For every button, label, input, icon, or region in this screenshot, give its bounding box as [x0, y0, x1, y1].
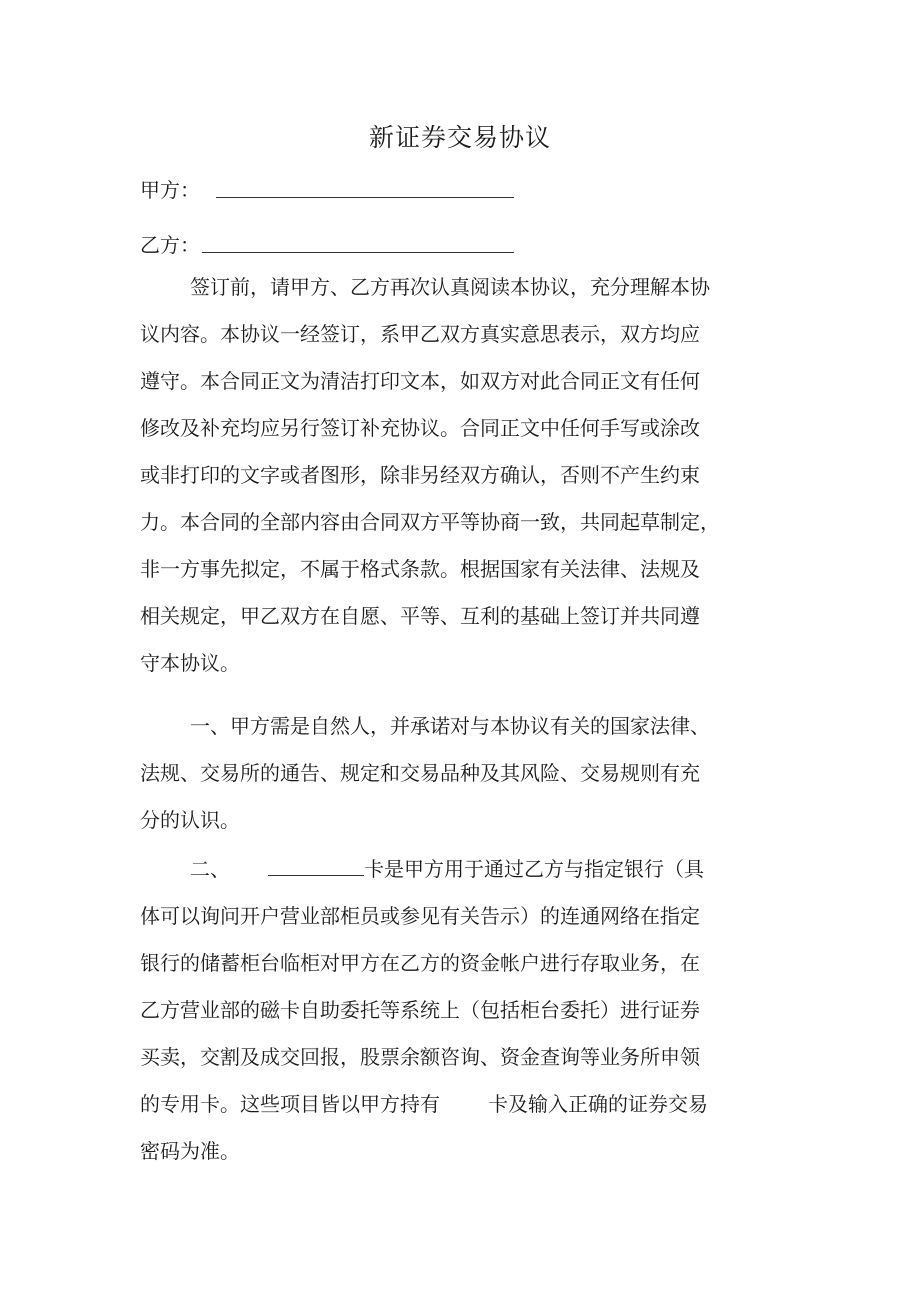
preamble-line: 遵守。本合同正文为清洁打印文本，如双方对此合同正文有任何 [140, 369, 700, 393]
preamble-line: 修改及补充均应另行签订补充协议。合同正文中任何手写或涂改 [140, 416, 700, 440]
clause-2-last-start: 的专用卡。这些项目皆以甲方持有 [140, 1092, 440, 1116]
document-title: 新证券交易协议 [368, 123, 551, 152]
party-a-row [140, 177, 200, 203]
clause-2-line: 买卖，交割及成交回报，股票余额咨询、资金查询等业务所申领 [140, 1045, 700, 1069]
clause-2-first-line [140, 846, 800, 893]
clause-2-paragraph [140, 846, 800, 1175]
clause-2-prefix: 二、 [190, 857, 230, 881]
clause-1-paragraph [140, 703, 800, 844]
preamble-line: 相关规定，甲乙双方在自愿、平等、互利的基础上签订并共同遵 [140, 604, 700, 628]
party-b-label: 乙方： [140, 233, 200, 257]
preamble-line: 议内容。本协议一经签订，系甲乙双方真实意思表示，双方均应 [140, 322, 700, 346]
card-name-blank[interactable] [268, 853, 364, 876]
preamble-line: 非一方事先拟定，不属于格式条款。根据国家有关法律、法规及 [140, 557, 700, 581]
preamble-line: 守本协议。 [140, 651, 240, 675]
clause-2-line: 乙方营业部的磁卡自助委托等系统上（包括柜台委托）进行证券 [140, 998, 700, 1022]
party-b-row [140, 232, 200, 258]
clause-2-final-line: 密码为准。 [140, 1139, 240, 1163]
clause-1-line: 法规、交易所的通告、规定和交易品种及其风险、交易规则有充 [140, 761, 700, 785]
clause-1-line: 一、甲方需是自然人，并承诺对与本协议有关的国家法律、 [190, 714, 710, 738]
clause-2-first-text: 卡是甲方用于通过乙方与指定银行（具 [364, 857, 704, 881]
clause-2-line-with-gap [140, 1081, 800, 1128]
clause-2-line: 银行的储蓄柜台临柜对甲方在乙方的资金帐户进行存取业务，在 [140, 951, 700, 975]
clause-1-line: 分的认识。 [140, 808, 240, 832]
clause-2-line: 体可以询问开户营业部柜员或参见有关告示）的连通网络在指定 [140, 904, 700, 928]
preamble-paragraph [140, 264, 800, 687]
party-a-label: 甲方： [140, 178, 200, 202]
party-a-blank-line[interactable] [216, 197, 514, 198]
preamble-line: 力。本合同的全部内容由合同双方平等协商一致，共同起草制定， [140, 510, 720, 534]
preamble-line: 或非打印的文字或者图形，除非另经双方确认，否则不产生约束 [140, 463, 700, 487]
clause-2-last-end: 卡及输入正确的证券交易 [488, 1092, 708, 1116]
party-b-blank-line[interactable] [202, 252, 514, 253]
preamble-line: 签订前，请甲方、乙方再次认真阅读本协议，充分理解本协 [190, 275, 710, 299]
